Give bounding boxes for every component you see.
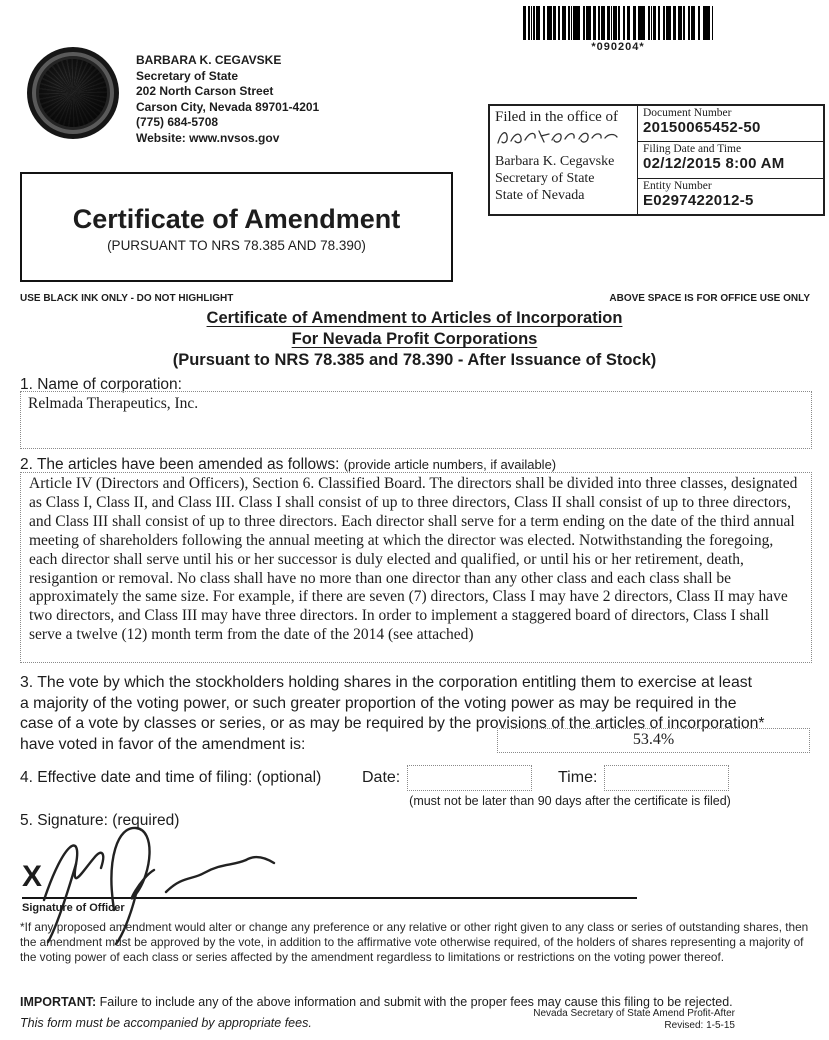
- section1-label: 1. Name of corporation:: [20, 376, 182, 393]
- office-filing-stamp-box: [488, 104, 825, 216]
- section3-text: 3. The vote by which the stockholders holding shares in the corporation entitling them to exercise at least a majority of the voting power, or such greater proportion of the voting power as may be required in the case of a vote by classes or series, or as may be required by the provisions of the articles of incorporation* have voted in favor of the amendment is:: [20, 674, 765, 753]
- amendments-text-field[interactable]: [20, 472, 812, 663]
- section5-label: 5. Signature: (required): [20, 812, 180, 829]
- secretary-phone: (775) 684-5708: [136, 115, 219, 129]
- form-heading-line1: Certificate of Amendment to Articles of Incorporation: [206, 309, 623, 327]
- signatory-state: State of Nevada: [495, 188, 585, 203]
- filed-label: Filed in the office of: [495, 109, 619, 125]
- nevada-state-seal-icon: [27, 47, 119, 139]
- vote-percentage-field[interactable]: [497, 728, 810, 753]
- form-title-box: [20, 172, 453, 282]
- entity-number-field: [638, 179, 823, 214]
- filed-in-office-cell: [490, 106, 638, 214]
- form-revision-info: [500, 1008, 735, 1032]
- form-heading-line3: (Pursuant to NRS 78.385 and 78.390 - After Issuance of Stock): [172, 351, 657, 369]
- section2-label-note: (provide article numbers, if available): [343, 457, 557, 472]
- form-title-statute: (PURSUANT TO NRS 78.385 AND 78.390): [107, 238, 366, 253]
- filing-date-field: [638, 142, 823, 178]
- time-field[interactable]: [604, 765, 729, 791]
- form-title: Certificate of Amendment: [72, 204, 401, 234]
- secretary-title: Secretary of State: [136, 68, 239, 83]
- signatory-title: Secretary of State: [495, 171, 595, 186]
- date-field[interactable]: [407, 765, 532, 791]
- form-heading-line2: For Nevada Profit Corporations: [291, 330, 538, 348]
- black-ink-instruction: USE BLACK INK ONLY - DO NOT HIGHLIGHT: [20, 293, 234, 304]
- form-name: Nevada Secretary of State Amend Profit-After: [533, 1008, 735, 1019]
- signature-caption: Signature of Officer: [22, 902, 125, 914]
- section4-label: 4. Effective date and time of filing: (optional): [20, 769, 322, 786]
- barcode-icon: [523, 6, 713, 40]
- signature-x-mark: X: [22, 860, 43, 893]
- barcode-label: *090204*: [591, 41, 645, 53]
- office-use-instruction: ABOVE SPACE IS FOR OFFICE USE ONLY: [609, 293, 810, 304]
- document-number-label: Document Number: [643, 107, 732, 119]
- asterisk-footnote: *If any proposed amendment would alter or change any preference or any relative or other right given to any class or series of outstanding shares, then the amendment must be approved by the vote, in addition to the affirmative vote otherwise required, of the holders of shares representing a majority of the voting power of each class or series affected by the amendment regardless to limitations or restrictions on the voting power thereof.: [20, 920, 809, 964]
- secretary-signature-icon: [495, 126, 623, 148]
- vote-percentage-value: 53.4%: [632, 731, 675, 748]
- document-number-field: [638, 106, 823, 142]
- filing-date-value: 02/12/2015 8:00 AM: [643, 155, 785, 173]
- form-revision-date: Revised: 1-5-15: [664, 1020, 735, 1031]
- entity-number-value: E0297422012-5: [643, 191, 754, 209]
- section4-note: (must not be later than 90 days after the certificate is filed): [409, 794, 731, 808]
- amendments-text-value: Article IV (Directors and Officers), Section 6. Classified Board. The directors shall be divided into three classes, designated as Class I, Class II, and Class III. Class I shall consist of up to three directors, Class II shall consist of up to three directors, and Class III shall consist of up to three directors. Each director shall serve for a term ending on the date of the third annual meeting of shareholders following the annual meeting at which the director was elected. Notwithstanding the foregoing, each director shall serve until his or her successor is duly elected and qualified, or until his or her retirement, death, resigantion or removal. No class shall have no more than one director than any other class and each class shall be approximately the same size. For example, if there are seven (7) directors, Class I may have 2 directors, Class II may have two directors, and Class III may have three directors. In order to implement a staggered board of directors, Class I shall serve a twelve (12) month term from the date of the 2014 (see attached): [29, 475, 798, 644]
- filing-date-label: Filing Date and Time: [643, 143, 742, 156]
- secretary-name: BARBARA K. CEGAVSKE: [136, 53, 282, 67]
- section2-label-text: 2. The articles have been amended as follows:: [20, 456, 340, 473]
- entity-number-label: Entity Number: [643, 179, 712, 192]
- important-text: Failure to include any of the above information and submit with the proper fees may cause this filing to be rejected.: [99, 995, 733, 1009]
- document-number-value: 20150065452-50: [643, 119, 761, 136]
- fees-note: This form must be accompanied by appropriate fees.: [20, 1016, 312, 1030]
- filing-fields: [638, 106, 823, 214]
- time-label: Time:: [558, 769, 598, 786]
- corporation-name-field[interactable]: [20, 391, 812, 449]
- important-label: IMPORTANT:: [20, 995, 97, 1009]
- secretary-website: Website: www.nvsos.gov: [136, 130, 280, 145]
- signatory-name: Barbara K. Cegavske: [495, 154, 615, 169]
- date-label: Date:: [362, 769, 401, 786]
- form-heading: [0, 308, 829, 371]
- secretary-header: [136, 53, 319, 146]
- secretary-address2: Carson City, Nevada 89701-4201: [136, 99, 320, 114]
- secretary-address1: 202 North Carson Street: [136, 84, 274, 98]
- important-notice: [20, 995, 812, 1009]
- corporation-name-value: Relmada Therapeutics, Inc.: [28, 395, 199, 412]
